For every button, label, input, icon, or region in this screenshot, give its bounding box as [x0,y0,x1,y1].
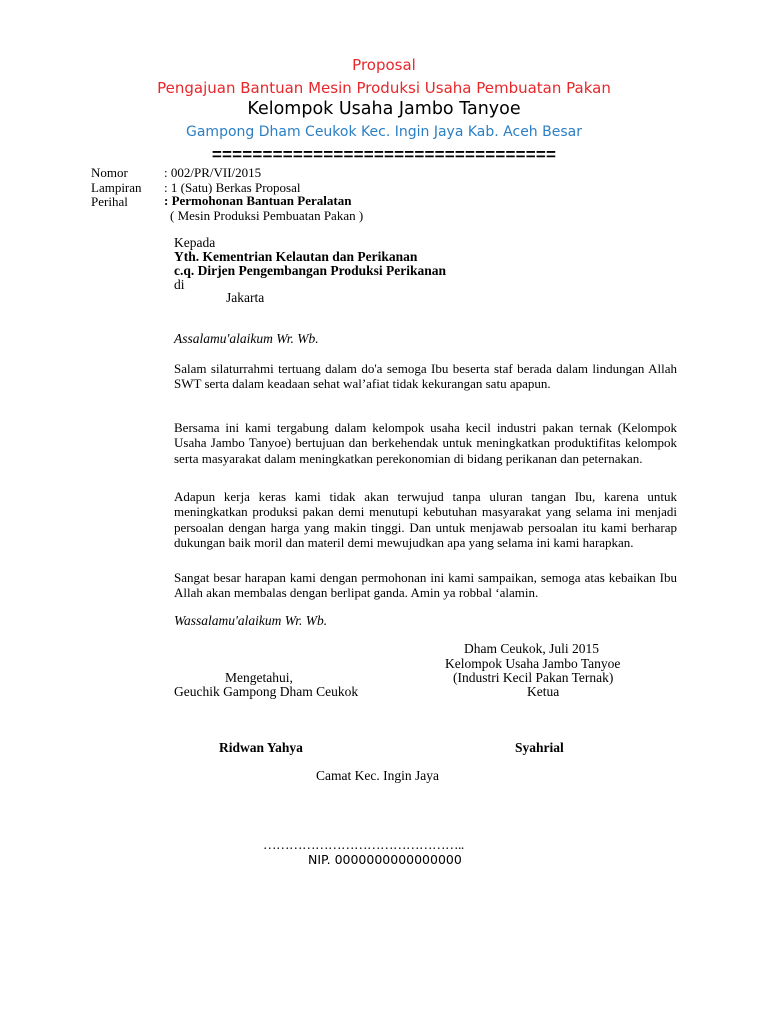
paragraph-3: Adapun kerja keras kami tidak akan terwujud tanpa uluran tangan Ibu, karena untuk meningkatkan produksi pakan demi menutupi kebutuhan masyarakat yang selama ini menjadi persoalan dengan harga yang makin tinggi. Dan untuk menjawab persoalan itu kami berharap dukungan baik moril dan materil demi mewujudkan apa yang selama ini kami harapkan. [174,489,677,550]
signer-organization: Kelompok Usaha Jambo Tanyoe [445,656,621,671]
recipient-line-1: Yth. Kementrian Kelautan dan Perikanan [174,249,418,264]
place-date: Dham Ceukok, Juli 2015 [464,641,599,656]
proposal-label: Proposal [352,56,416,74]
chair-name: Syahrial [515,740,564,755]
geuchik-name: Ridwan Yahya [219,740,303,755]
group-address: Gampong Dham Ceukok Kec. Ingin Jaya Kab. Aceh Besar [186,124,582,140]
recipient-di: di [174,277,185,292]
lampiran-value: : 1 (Satu) Berkas Proposal [164,180,301,195]
nomor-value: : 002/PR/VII/2015 [164,165,262,180]
nip-number: NIP. 0000000000000000 [308,852,462,867]
greeting: Assalamu'alaikum Wr. Wb. [174,331,319,346]
proposal-subject-title: Pengajuan Bantuan Mesin Produksi Usaha Pembuatan Pakan [157,79,611,97]
nomor-label: Nomor [91,165,128,180]
paragraph-2: Bersama ini kami tergabung dalam kelompok usaha kecil industri pakan ternak (Kelompok Usaha Jambo Tanyoe) bertujuan dan berkehendak untuk meningkatkan produktifitas kelompok serta masyarakat dalam meningkatkan perekonomian di bidang perikanan dan peternakan. [174,420,677,466]
header-separator: ================================== [211,145,557,164]
recipient-city: Jakarta [226,290,265,305]
signer-organization-subtitle: (Industri Kecil Pakan Ternak) [453,670,614,685]
group-name-heading: Kelompok Usaha Jambo Tanyoe [247,99,521,119]
camat-title: Camat Kec. Ingin Jaya [316,768,439,783]
geuchik-title: Geuchik Gampong Dham Ceukok [174,684,359,699]
perihal-value: : Permohonan Bantuan Peralatan [164,193,352,208]
recipient-kepada: Kepada [174,235,216,250]
recipient-line-2: c.q. Dirjen Pengembangan Produksi Perikanan [174,263,447,278]
perihal-label: Perihal [91,194,128,209]
chair-title: Ketua [527,684,560,699]
camat-signature-dots: ……………………………………….. [263,837,464,852]
mengetahui-label: Mengetahui, [225,670,293,685]
perihal-subtitle: ( Mesin Produksi Pembuatan Pakan ) [170,208,364,223]
paragraph-4: Sangat besar harapan kami dengan permohonan ini kami sampaikan, semoga atas kebaikan Ibu Allah akan membalas dengan berlipat ganda. Amin ya robbal ‘alamin. [174,570,677,601]
paragraph-1: Salam silaturrahmi tertuang dalam do'a semoga Ibu beserta staf berada dalam lindungan Allah SWT serta dalam keadaan sehat wal’afiat tidak kekurangan satu apapun. [174,361,677,392]
lampiran-label: Lampiran [91,180,142,195]
closing-greeting: Wassalamu'alaikum Wr. Wb. [174,613,328,628]
